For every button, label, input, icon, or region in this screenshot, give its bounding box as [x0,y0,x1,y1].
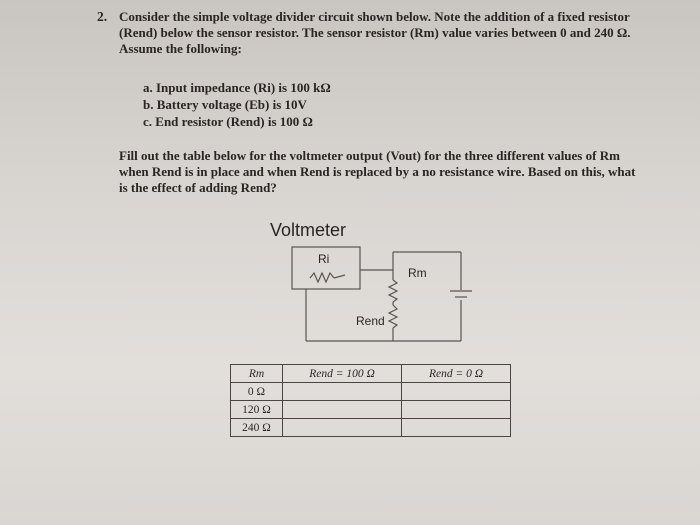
rend-label: Rend [356,314,385,328]
answer-cell[interactable] [402,419,511,437]
rm-value: 120 Ω [231,401,283,419]
assumption-item: a. Input impedance (Ri) is 100 kΩ [143,80,331,95]
question-instruction: Fill out the table below for the voltmeter output (Vout) for the three different values of Rm when Rend is in place and when Rend is replaced by a no resistance wire. Based on this, what is the effect of adding Rend? [119,148,636,195]
answer-table [230,364,511,437]
answer-cell[interactable] [283,401,402,419]
rm-value: 240 Ω [231,419,283,437]
header-rm: Rm [231,365,283,383]
rend-resistor-symbol [389,305,397,328]
header-rend-0: Rend = 0 Ω [402,365,511,383]
table-header-row [231,365,511,383]
table-row [231,383,511,401]
header-rend-100: Rend = 100 Ω [283,365,402,383]
ri-label: Ri [318,252,330,266]
rm-value: 0 Ω [231,383,283,401]
wire [334,275,345,278]
rm-resistor-symbol [389,280,397,302]
assumption-item: b. Battery voltage (Eb) is 10V [143,97,307,112]
rm-label: Rm [408,266,427,280]
table-row [231,401,511,419]
table-row [231,419,511,437]
answer-cell[interactable] [402,383,511,401]
voltmeter-title: Voltmeter [270,220,347,240]
question-number: 2. [97,9,108,24]
ri-resistor-symbol [310,273,334,282]
answer-cell[interactable] [283,383,402,401]
assumption-item: c. End resistor (Rend) is 100 Ω [143,114,313,129]
question-intro: Consider the simple voltage divider circuit shown below. Note the addition of a fixed resistor (Rend) below the sensor resistor. The sensor resistor (Rm) value varies between 0 and 240 Ω. Assume the following: [119,9,631,56]
answer-cell[interactable] [402,401,511,419]
answer-cell[interactable] [283,419,402,437]
